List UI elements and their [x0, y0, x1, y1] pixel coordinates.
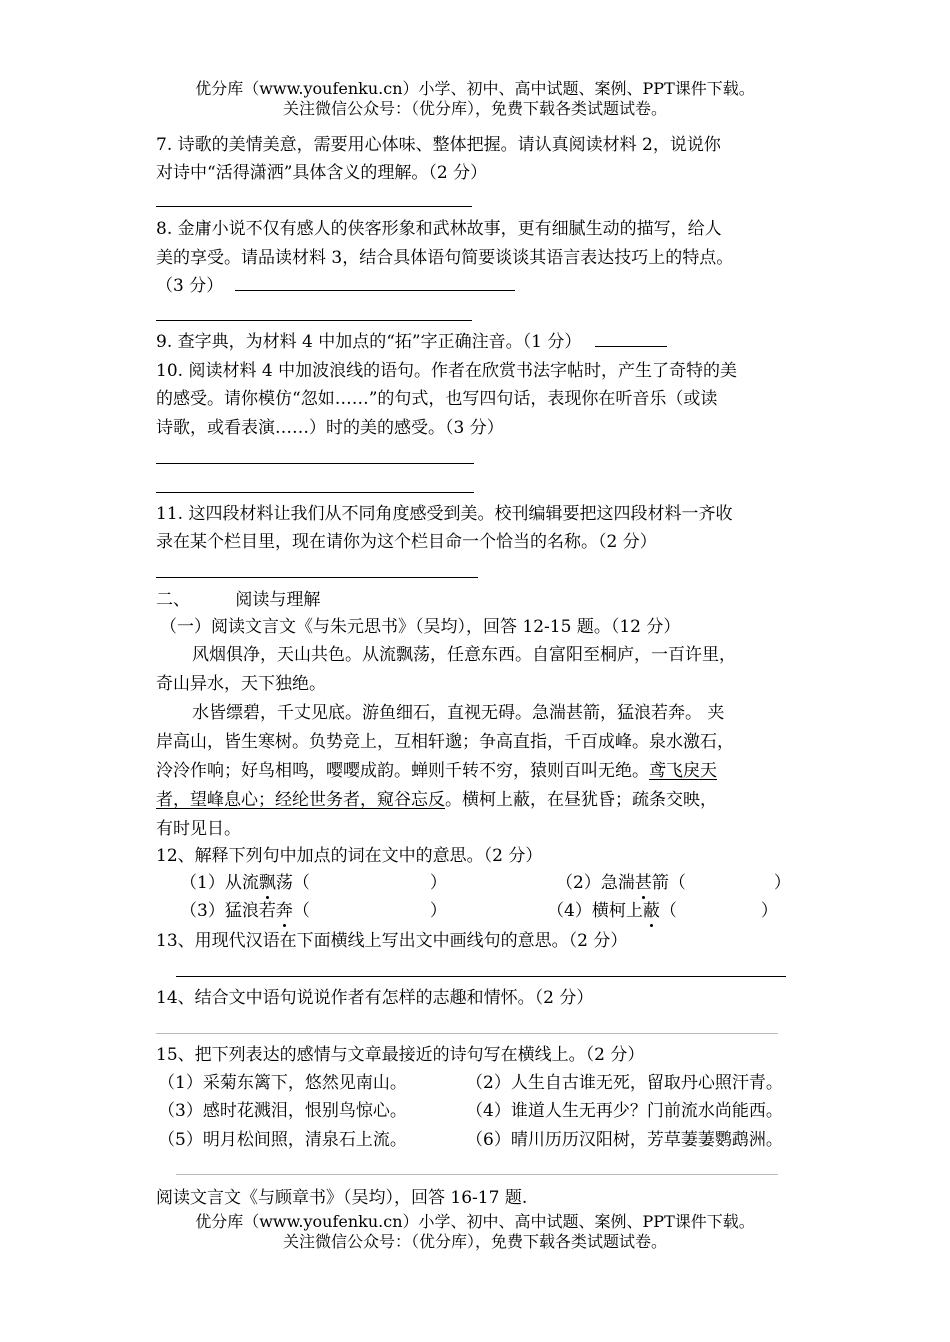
q14-answer-line[interactable]	[156, 1033, 778, 1034]
underlined-sentence: 鸢飞戾天	[649, 761, 717, 781]
q12-item-2	[556, 873, 791, 893]
dotted-char: 甚	[634, 873, 652, 893]
footer-line-1: 优分库（www.youfenku.cn）小学、初中、高中试题、案例、PPT课件下载。	[195, 1212, 755, 1231]
q13-text: 13、用现代汉语在下面横线上写出文中画线句的意思。（2 分）	[156, 931, 628, 951]
passage-text: 。横柯上蔽，在昼犹昏；疏条交映，	[445, 790, 717, 810]
q10-line-3: 诗歌，或看表演……）时的美的感受。（3 分）	[156, 418, 504, 438]
passage-p1-line-2: 奇山异水，天下独绝。	[156, 674, 326, 694]
q15-option-3: （3）感时花溅泪，恨别鸟惊心。	[158, 1101, 407, 1121]
footer-line-2: 关注微信公众号：（优分库），免费下载各类试题试卷。	[282, 1232, 667, 1251]
q12-item-4	[547, 901, 778, 921]
q12-item-4-close: ）	[760, 901, 778, 921]
passage-p1-line-1: 风烟俱净，天山共色。从流飘荡，任意东西。自富阳至桐庐，一百许里，	[192, 645, 736, 665]
q7-line-1: 7. 诗歌的美情美意，需要用心体味、整体把握。请认真阅读材料 2，说说你	[156, 135, 721, 155]
q15-option-6: （6）晴川历历汉阳树，芳草萋萋鹦鹉洲。	[466, 1130, 783, 1150]
q15-text: 15、把下列表达的感情与文章最接近的诗句写在横线上。（2 分）	[156, 1045, 645, 1065]
dotted-char: 蔽	[642, 901, 660, 921]
section-2-heading	[156, 590, 320, 610]
passage-p2-line-3	[156, 761, 717, 781]
q12-item-2-prefix: （2）急湍	[556, 873, 635, 893]
q15-option-4: （4）谁道人生无再少？门前流水尚能西。	[466, 1101, 783, 1121]
q7-answer-line[interactable]	[156, 206, 472, 207]
section-2-title: 阅读与理解	[235, 590, 321, 610]
passage-p2-line-5: 有时见日。	[156, 819, 241, 839]
q9-line	[156, 332, 667, 352]
section-2-number: 二、	[156, 590, 190, 610]
dotted-char: 飘	[258, 873, 276, 893]
q12-item-4-suffix: （	[659, 901, 677, 921]
q12-item-1-suffix: 荡（	[275, 873, 310, 893]
q14-text: 14、结合文中语句说说作者有怎样的志趣和情怀。（2 分）	[156, 988, 594, 1008]
q12-item-3	[180, 901, 447, 921]
q12-item-3-prefix: （3）猛浪若	[180, 901, 276, 921]
q8-score: （3 分）	[156, 276, 224, 296]
passage-text: 泠泠作响；好鸟相鸣，嘤嘤成韵。蝉则千转不穷，猿则百叫无绝。	[156, 761, 649, 781]
header-line-2: 关注微信公众号：（优分库），免费下载各类试题试卷。	[282, 99, 667, 118]
q8-answer-inline-line[interactable]	[235, 276, 515, 291]
q12-item-1	[180, 873, 447, 893]
q10-line-1: 10. 阅读材料 4 中加波浪线的语句。作者在欣赏书法字帖时，产生了奇特的美	[156, 361, 738, 381]
header-line-1: 优分库（www.youfenku.cn）小学、初中、高中试题、案例、PPT课件下载。	[195, 79, 755, 98]
part-1-intro: （一）阅读文言文《与朱元思书》（吴均），回答 12-15 题。（12 分）	[160, 617, 681, 637]
passage-p2-line-4	[156, 790, 717, 810]
q15-answer-line[interactable]	[176, 1174, 778, 1175]
passage-p2-line-2: 岸高山，皆生寒树。负势竞上，互相轩邈；争高直指，千百成峰。泉水激石，	[156, 732, 734, 752]
q10-answer-line-1[interactable]	[156, 463, 474, 464]
q8-line-3	[156, 276, 515, 296]
q13-answer-line[interactable]	[176, 976, 786, 977]
q11-line-1: 11. 这四段材料让我们从不同角度感受到美。校刊编辑要把这四段材料一齐收	[156, 504, 733, 524]
q9-answer-line[interactable]	[595, 332, 667, 347]
part-2-intro: 阅读文言文《与顾章书》（吴均），回答 16-17 题.	[156, 1188, 528, 1208]
q7-line-2: 对诗中“活得潇洒”具体含义的理解。（2 分）	[156, 163, 488, 183]
q11-line-2: 录在某个栏目里，现在请你为这个栏目命一个恰当的名称。（2 分）	[156, 532, 657, 552]
q12-item-3-close: ）	[429, 901, 447, 921]
q15-option-1: （1）采菊东篱下，悠然见南山。	[158, 1073, 407, 1093]
q11-answer-line[interactable]	[156, 577, 478, 578]
q12-item-2-suffix: 箭（	[651, 873, 686, 893]
q8-answer-line[interactable]	[156, 320, 472, 321]
q12-item-2-close: ）	[773, 873, 791, 893]
q9-text: 9. 查字典，为材料 4 中加点的“拓”字正确注音。（1 分）	[156, 332, 582, 352]
q8-line-1: 8. 金庸小说不仅有感人的侠客形象和武林故事，更有细腻生动的描写，给人	[156, 219, 722, 239]
q12-item-1-close: ）	[429, 873, 447, 893]
q8-line-2: 美的享受。请品读材料 3，结合具体语句简要谈谈其语言表达技巧上的特点。	[156, 248, 734, 268]
underlined-sentence: 者，望峰息心；经纶世务者，窥谷忘反	[156, 790, 445, 810]
q12-item-1-prefix: （1）从流	[180, 873, 259, 893]
q10-line-2: 的感受。请你模仿“忽如……”的句式，也写四句话，表现你在听音乐（或读	[156, 389, 718, 409]
q15-option-2: （2）人生自古谁无死，留取丹心照汗青。	[466, 1073, 783, 1093]
dotted-char: 奔	[275, 901, 293, 921]
q12-text: 12、解释下列句中加点的词在文中的意思。（2 分）	[156, 846, 543, 866]
q15-option-5: （5）明月松间照，清泉石上流。	[158, 1130, 407, 1150]
q12-item-3-suffix: （	[292, 901, 310, 921]
passage-p2-line-1: 水皆缥碧，千丈见底。游鱼细石，直视无碍。急湍甚箭，猛浪若奔。 夹	[192, 703, 725, 723]
q10-answer-line-2[interactable]	[156, 492, 474, 493]
q12-item-4-prefix: （4）横柯上	[547, 901, 643, 921]
